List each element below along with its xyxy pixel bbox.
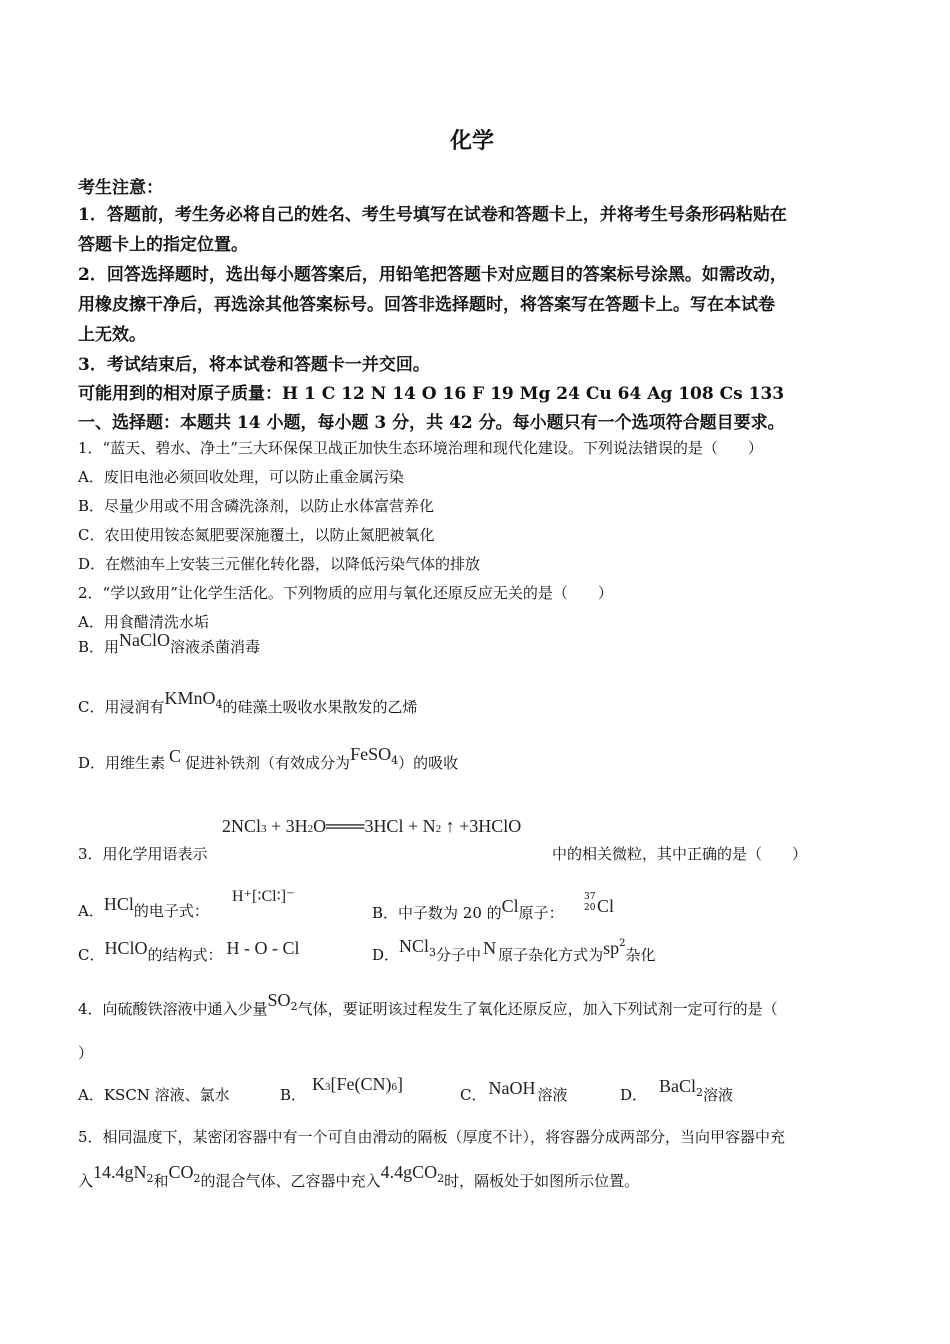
q2-c-suffix: 的硅藻土吸收水果散发的乙烯 bbox=[222, 698, 418, 716]
q3-b-prefix: B．中子数为 20 的 bbox=[372, 904, 502, 922]
notice-item2-line3: 上无效。 bbox=[78, 325, 146, 345]
page-title: 化学 bbox=[450, 129, 495, 154]
q2-stem: 2．“学以致用”让化学生活化。下列物质的应用与氧化还原反应无关的是（ ） bbox=[78, 584, 613, 602]
q3-equation bbox=[222, 816, 521, 837]
q3-a-formula: HCl bbox=[103, 894, 134, 914]
q4-d-formula: BaCl bbox=[659, 1076, 697, 1096]
q3-a-prefix: A． bbox=[78, 902, 104, 920]
q2-d-subscript: 4 bbox=[391, 754, 399, 767]
q5-formula2: CO bbox=[168, 1162, 194, 1182]
q2-c-prefix: C．用浸润有 bbox=[78, 698, 165, 716]
q2-d-middle: 促进补铁剂（有效成分为 bbox=[185, 754, 351, 772]
q3-c-prefix: C． bbox=[78, 946, 105, 964]
q1-option-a: A．废旧电池必须回收处理，可以防止重金属污染 bbox=[78, 468, 404, 486]
hclo-structural-formula: H - O - Cl bbox=[226, 938, 300, 958]
q3-d-superscript: 2 bbox=[619, 938, 626, 949]
eq-product1: 3HCl + N bbox=[364, 816, 436, 836]
q5-line2 bbox=[78, 1162, 640, 1191]
q3-d-middle2: 原子杂化方式为 bbox=[498, 946, 604, 964]
eq-sub2: 2 bbox=[307, 823, 314, 835]
q2-d-formula-c: C bbox=[169, 746, 182, 766]
q2-d-suffix: ）的吸收 bbox=[398, 754, 459, 772]
q4-b-formula bbox=[312, 1074, 403, 1094]
q5-formula1: 14.4gN bbox=[93, 1162, 147, 1182]
q2-c-formula: KMnO bbox=[164, 688, 216, 708]
q3-stem-prefix: 3．用化学用语表示 bbox=[78, 845, 208, 863]
q2-option-d bbox=[78, 744, 459, 773]
q5-sub1: 2 bbox=[146, 1172, 154, 1185]
isotope-numbers bbox=[584, 892, 595, 914]
q3-d-sp: sp bbox=[603, 938, 620, 958]
q4-b-close: ] bbox=[397, 1074, 404, 1094]
q4-b-sub2: 6 bbox=[391, 1081, 398, 1093]
q2-option-b bbox=[78, 630, 261, 657]
q2-option-a: A．用食醋清洗水垢 bbox=[78, 613, 209, 631]
q5-suffix: 时，隔板处于如图所示位置。 bbox=[444, 1172, 640, 1190]
q3-d-prefix: D． bbox=[372, 946, 400, 964]
q4-option-a: A．KSCN 溶液、氯水 bbox=[78, 1086, 230, 1104]
eq-arrow: ═══ bbox=[326, 816, 365, 836]
q1-option-d: D．在燃油车上安装三元催化转化器，以降低污染气体的排放 bbox=[78, 555, 481, 573]
q2-d-prefix: D．用维生素 bbox=[78, 754, 166, 772]
q5-sub3: 2 bbox=[437, 1172, 445, 1185]
q3-d-middle: 分子中 bbox=[436, 946, 482, 964]
q5-formula3: 4.4gCO bbox=[380, 1162, 438, 1182]
notice-item3: 3．考试结束后，将本试卷和答题卡一并交回。 bbox=[78, 355, 430, 375]
q2-b-formula: NaClO bbox=[119, 630, 171, 650]
eq-term1: 2NCl bbox=[222, 816, 262, 836]
q4-stem-subscript: 2 bbox=[290, 1000, 298, 1013]
section-heading: 一、选择题：本题共 14 小题，每小题 3 分，共 42 分。每小题只有一个选项符合题目要求。 bbox=[78, 413, 785, 433]
q5-middle: 的混合气体、乙容器中充入 bbox=[200, 1172, 381, 1190]
notice-item2-line1: 2．回答选择题时，选出每小题答案后，用铅笔把答题卡对应题目的答案标号涂黑。如需改动， bbox=[78, 265, 787, 285]
q2-c-subscript: 4 bbox=[215, 698, 223, 711]
notice-item1-line2: 答题卡上的指定位置。 bbox=[78, 235, 248, 255]
q5-sub2: 2 bbox=[193, 1172, 201, 1185]
isotope-mass-number: 37 bbox=[584, 892, 596, 902]
q4-b-sub: 3 bbox=[325, 1081, 331, 1093]
q4-c-suffix: 溶液 bbox=[537, 1086, 568, 1104]
q2-b-prefix: B．用 bbox=[78, 638, 120, 656]
q4-stem-prefix: 4．向硫酸铁溶液中通入少量 bbox=[78, 1000, 268, 1018]
eq-term2: + 3H bbox=[266, 816, 308, 836]
q4-b-k: K bbox=[312, 1074, 326, 1094]
notice-heading: 考生注意： bbox=[78, 178, 163, 198]
q3-a-middle: 的电子式： bbox=[133, 902, 209, 920]
q3-c-middle: 的结构式： bbox=[147, 946, 223, 964]
q2-option-c bbox=[78, 688, 418, 717]
eq-sub1: 3 bbox=[261, 823, 267, 835]
q5-line1: 5．相同温度下，某密闭容器中有一个可自由滑动的隔板（厚度不计），将容器分成两部分，当向甲容器中充 bbox=[78, 1128, 786, 1146]
q4-option-c bbox=[460, 1078, 568, 1105]
q3-b-formula: Cl bbox=[501, 896, 519, 916]
q3-option-c bbox=[78, 938, 300, 965]
notice-item2-line2: 用橡皮擦干净后，再选涂其他答案标号。回答非选择题时，将答案写在答题卡上。写在本试卷 bbox=[78, 295, 775, 315]
hcl-electron-formula: H⁺[∶Cl∶]⁻ bbox=[232, 888, 295, 905]
q4-stem bbox=[78, 990, 778, 1019]
q3-d-suffix: 杂化 bbox=[625, 946, 656, 964]
q3-d-nitrogen: N bbox=[483, 938, 497, 958]
q4-b-prefix: B． bbox=[280, 1086, 307, 1104]
q4-d-prefix: D． bbox=[620, 1086, 648, 1104]
q4-option-b bbox=[280, 1074, 404, 1105]
q4-stem-formula: SO bbox=[267, 990, 291, 1010]
q3-d-formula: NCl bbox=[399, 936, 430, 956]
eq-sub3: 2 bbox=[435, 823, 442, 835]
q4-stem-suffix: 气体，要证明该过程发生了氧化还原反应，加入下列试剂一定可行的是（ bbox=[297, 1000, 778, 1018]
q3-b-middle: 原子： bbox=[518, 904, 564, 922]
q3-option-d bbox=[372, 936, 656, 965]
q3-d-subscript: 3 bbox=[429, 946, 437, 959]
q3-stem-suffix: 中的相关微粒，其中正确的是（ ） bbox=[552, 845, 808, 863]
eq-gas-arrow: ↑ bbox=[441, 816, 460, 836]
q4-stem-line2: ） bbox=[78, 1044, 94, 1062]
q4-d-suffix: 溶液 bbox=[703, 1086, 734, 1104]
q2-b-suffix: 溶液杀菌消毒 bbox=[170, 638, 261, 656]
eq-product2: +3HClO bbox=[459, 816, 522, 836]
q2-d-formula-feso: FeSO bbox=[350, 744, 392, 764]
q4-option-d bbox=[620, 1076, 734, 1105]
q3-option-b bbox=[372, 896, 564, 923]
isotope-atomic-number: 20 bbox=[584, 903, 596, 913]
q1-stem: 1．“蓝天、碧水、净土”三大环保保卫战正加快生态环境治理和现代化建设。下列说法错误的是（ ） bbox=[78, 439, 763, 457]
q4-b-inner: [Fe(CN) bbox=[330, 1074, 392, 1094]
q4-c-prefix: C． bbox=[460, 1086, 487, 1104]
notice-item1-line1: 1．答题前，考生务必将自己的姓名、考生号填写在试卷和答题卡上，并将考生号条形码粘贴在 bbox=[78, 205, 787, 225]
atomic-mass-line: 可能用到的相对原子质量：H 1 C 12 N 14 O 16 F 19 Mg 24 Cu 64 Ag 108 Cs 133 bbox=[78, 384, 785, 404]
q4-c-formula: NaOH bbox=[488, 1078, 536, 1098]
q1-option-b: B．尽量少用或不用含磷洗涤剂，以防止水体富营养化 bbox=[78, 497, 435, 515]
q5-prefix: 入 bbox=[78, 1172, 94, 1190]
isotope-symbol: Cl bbox=[597, 896, 615, 916]
q4-d-subscript: 2 bbox=[696, 1086, 704, 1099]
q5-and: 和 bbox=[153, 1172, 169, 1190]
q3-option-a bbox=[78, 894, 209, 921]
q3-c-formula: HClO bbox=[104, 938, 148, 958]
eq-o: O bbox=[313, 816, 327, 836]
q1-option-c: C．农田使用铵态氮肥要深施覆土，以防止氮肥被氧化 bbox=[78, 526, 435, 544]
